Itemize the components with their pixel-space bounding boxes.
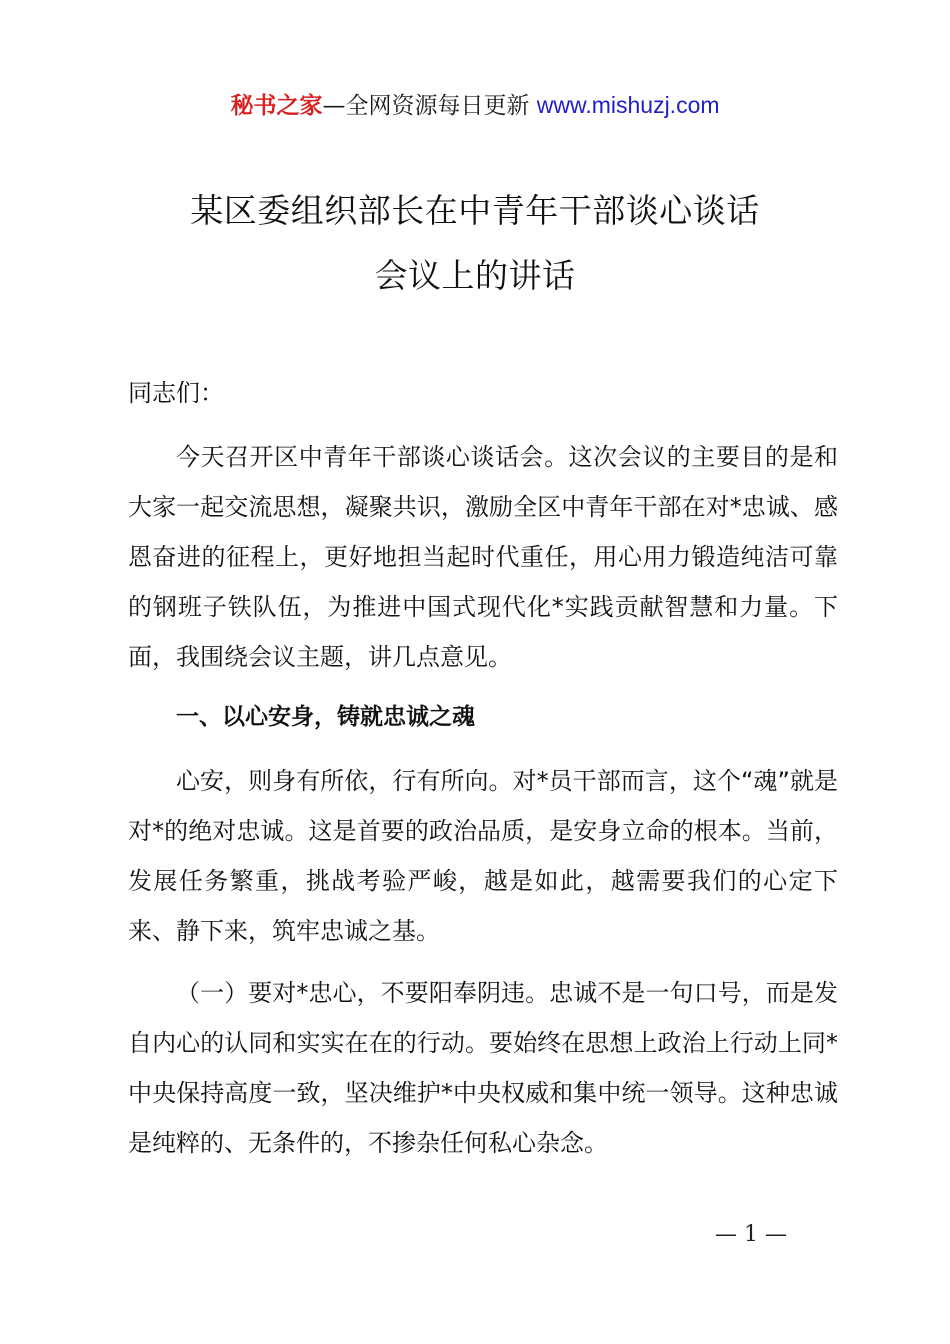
paragraph-subsection1: （一）要对*忠心，不要阳奉阴违。忠诚不是一句口号，而是发自内心的认同和实实在在的行动。要始终在思想上政治上行动上同*中央保持高度一致，坚决维护*中央权威和集中统一领导。这种忠诚是纯粹的、无条件的，不掺杂任何私心杂念。	[128, 979, 838, 1157]
header-tagline: —全网资源每日更新	[322, 93, 537, 119]
document-title-line1: 某区委组织部长在中青年干部谈心谈话	[190, 191, 760, 230]
site-url-link[interactable]: www.mishuzj.com	[536, 92, 720, 118]
document-title-line2: 会议上的讲话	[374, 256, 576, 295]
paragraph-section1: 心安，则身有所依，行有所向。对*员干部而言，这个“魂”就是对*的绝对忠诚。这是首要的政治品质，是安身立命的根本。当前，发展任务繁重，挑战考验严峻，越是如此，越需要我们的心定下来、静下来，筑牢忠诚之基。	[128, 767, 838, 945]
paragraph-intro: 今天召开区中青年干部谈心谈话会。这次会议的主要目的是和大家一起交流思想，凝聚共识，激励全区中青年干部在对*忠诚、感恩奋进的征程上，更好地担当起时代重任，用心用力锻造纯洁可靠的钢班子铁队伍，为推进中国式现代化*实践贡献智慧和力量。下面，我围绕会议主题，讲几点意见。	[128, 443, 838, 671]
brand-name: 秘书之家	[230, 93, 323, 119]
site-header	[0, 88, 950, 123]
page-number: — 1 —	[715, 1222, 787, 1247]
section-heading-1: 一、以心安身，铸就忠诚之魂	[176, 704, 475, 730]
greeting: 同志们：	[128, 379, 224, 407]
